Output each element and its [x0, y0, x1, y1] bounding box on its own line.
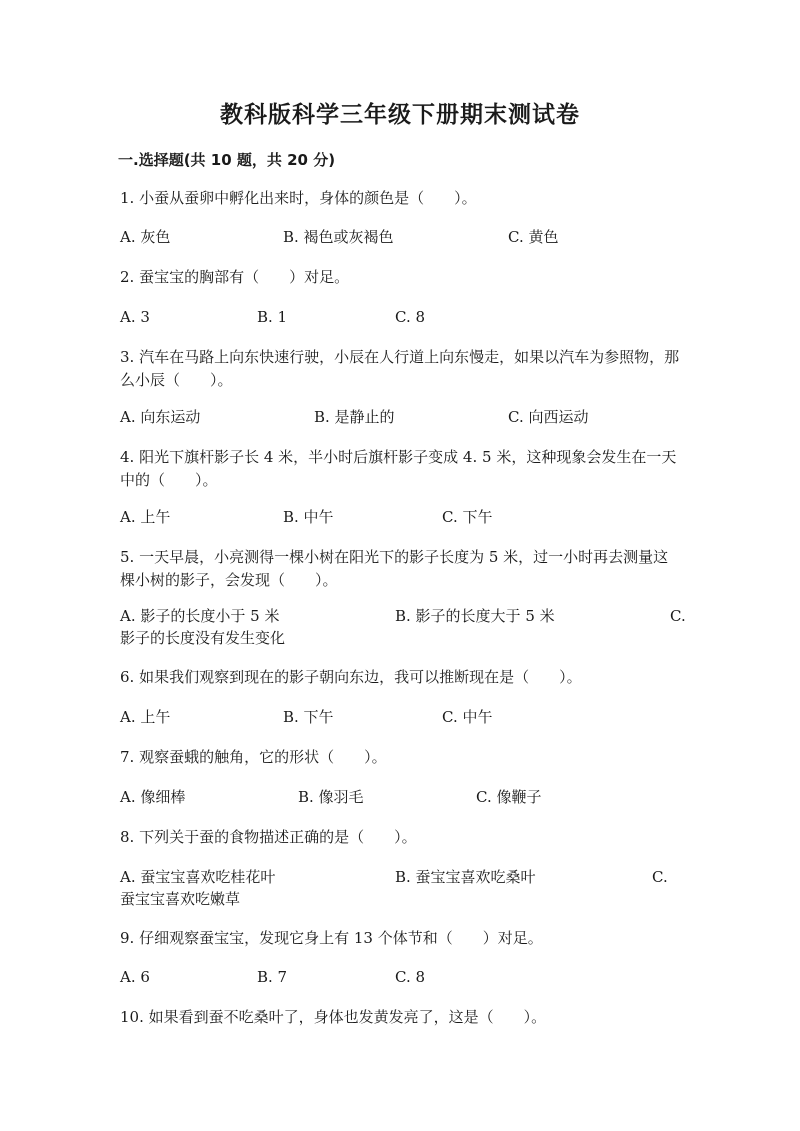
question-options: [120, 506, 685, 529]
question-stem: 6. 如果我们观察到现在的影子朝向东边，我可以推断现在是（ ）。: [120, 668, 582, 686]
option-c: C. 像鞭子: [476, 788, 542, 806]
question-stem: 5. 一天早晨，小亮测得一棵小树在阳光下的影子长度为 5 米，过一小时再去测量这棵小树的影子，会发现（ ）。: [120, 548, 669, 589]
question-stem: 4. 阳光下旗杆影子长 4 米，半小时后旗杆影子变成 4. 5 米，这种现象会发生在一天中的（ ）。: [120, 448, 677, 489]
option-c: C. 黄色: [508, 228, 559, 246]
question-options: [120, 786, 685, 809]
section-heading: 一.选择题(共 10 题，共 20 分): [118, 151, 336, 169]
question-stem: 8. 下列关于蚕的食物描述正确的是（ ）。: [120, 828, 417, 846]
option-b: B. 像羽毛: [298, 788, 364, 806]
option-b: B. 影子的长度大于 5 米: [395, 607, 555, 625]
option-b: B. 是静止的: [314, 408, 395, 426]
option-c: C. 下午: [442, 508, 493, 526]
option-b: B. 7: [257, 968, 288, 986]
option-a: A. 上午: [120, 508, 171, 526]
option-b: B. 蚕宝宝喜欢吃桑叶: [395, 868, 536, 886]
option-a: A. 影子的长度小于 5 米: [120, 607, 280, 625]
option-a: A. 6: [120, 968, 150, 986]
option-b: B. 下午: [283, 708, 334, 726]
option-a: A. 3: [120, 308, 150, 326]
question-options: [120, 605, 685, 628]
question-stem: 2. 蚕宝宝的胸部有（ ）对足。: [120, 268, 350, 286]
option-c: C.: [670, 607, 686, 625]
option-c: C. 8: [395, 308, 426, 326]
option-c-continued: 影子的长度没有发生变化: [120, 629, 286, 647]
question-options: [120, 406, 685, 429]
question-stem: 1. 小蚕从蚕卵中孵化出来时，身体的颜色是（ ）。: [120, 189, 477, 207]
question-options: [120, 866, 685, 889]
question-stem: 3. 汽车在马路上向东快速行驶，小辰在人行道上向东慢走，如果以汽车为参照物，那么小辰（ ）。: [120, 348, 680, 389]
question-options: [120, 306, 685, 329]
option-a: A. 蚕宝宝喜欢吃桂花叶: [120, 868, 276, 886]
option-a: A. 上午: [120, 708, 171, 726]
option-c: C. 中午: [442, 708, 493, 726]
question-options: [120, 706, 685, 729]
question-stem: 7. 观察蚕蛾的触角，它的形状（ ）。: [120, 748, 387, 766]
question-stem: 9. 仔细观察蚕宝宝，发现它身上有 13 个体节和（ ）对足。: [120, 929, 543, 947]
option-b: B. 1: [257, 308, 288, 326]
option-b: B. 褐色或灰褐色: [283, 228, 394, 246]
question-stem: 10. 如果看到蚕不吃桑叶了，身体也发黄发亮了，这是（ ）。: [120, 1008, 547, 1026]
option-b: B. 中午: [283, 508, 334, 526]
option-c: C. 向西运动: [508, 408, 589, 426]
option-a: A. 向东运动: [120, 408, 201, 426]
question-options: [120, 226, 685, 249]
option-a: A. 像细棒: [120, 788, 186, 806]
option-c: C.: [652, 868, 668, 886]
page-title: 教科版科学三年级下册期末测试卷: [220, 102, 580, 128]
option-c-continued: 蚕宝宝喜欢吃嫩草: [120, 890, 241, 908]
option-a: A. 灰色: [120, 228, 171, 246]
option-c: C. 8: [395, 968, 426, 986]
question-options: [120, 966, 685, 989]
